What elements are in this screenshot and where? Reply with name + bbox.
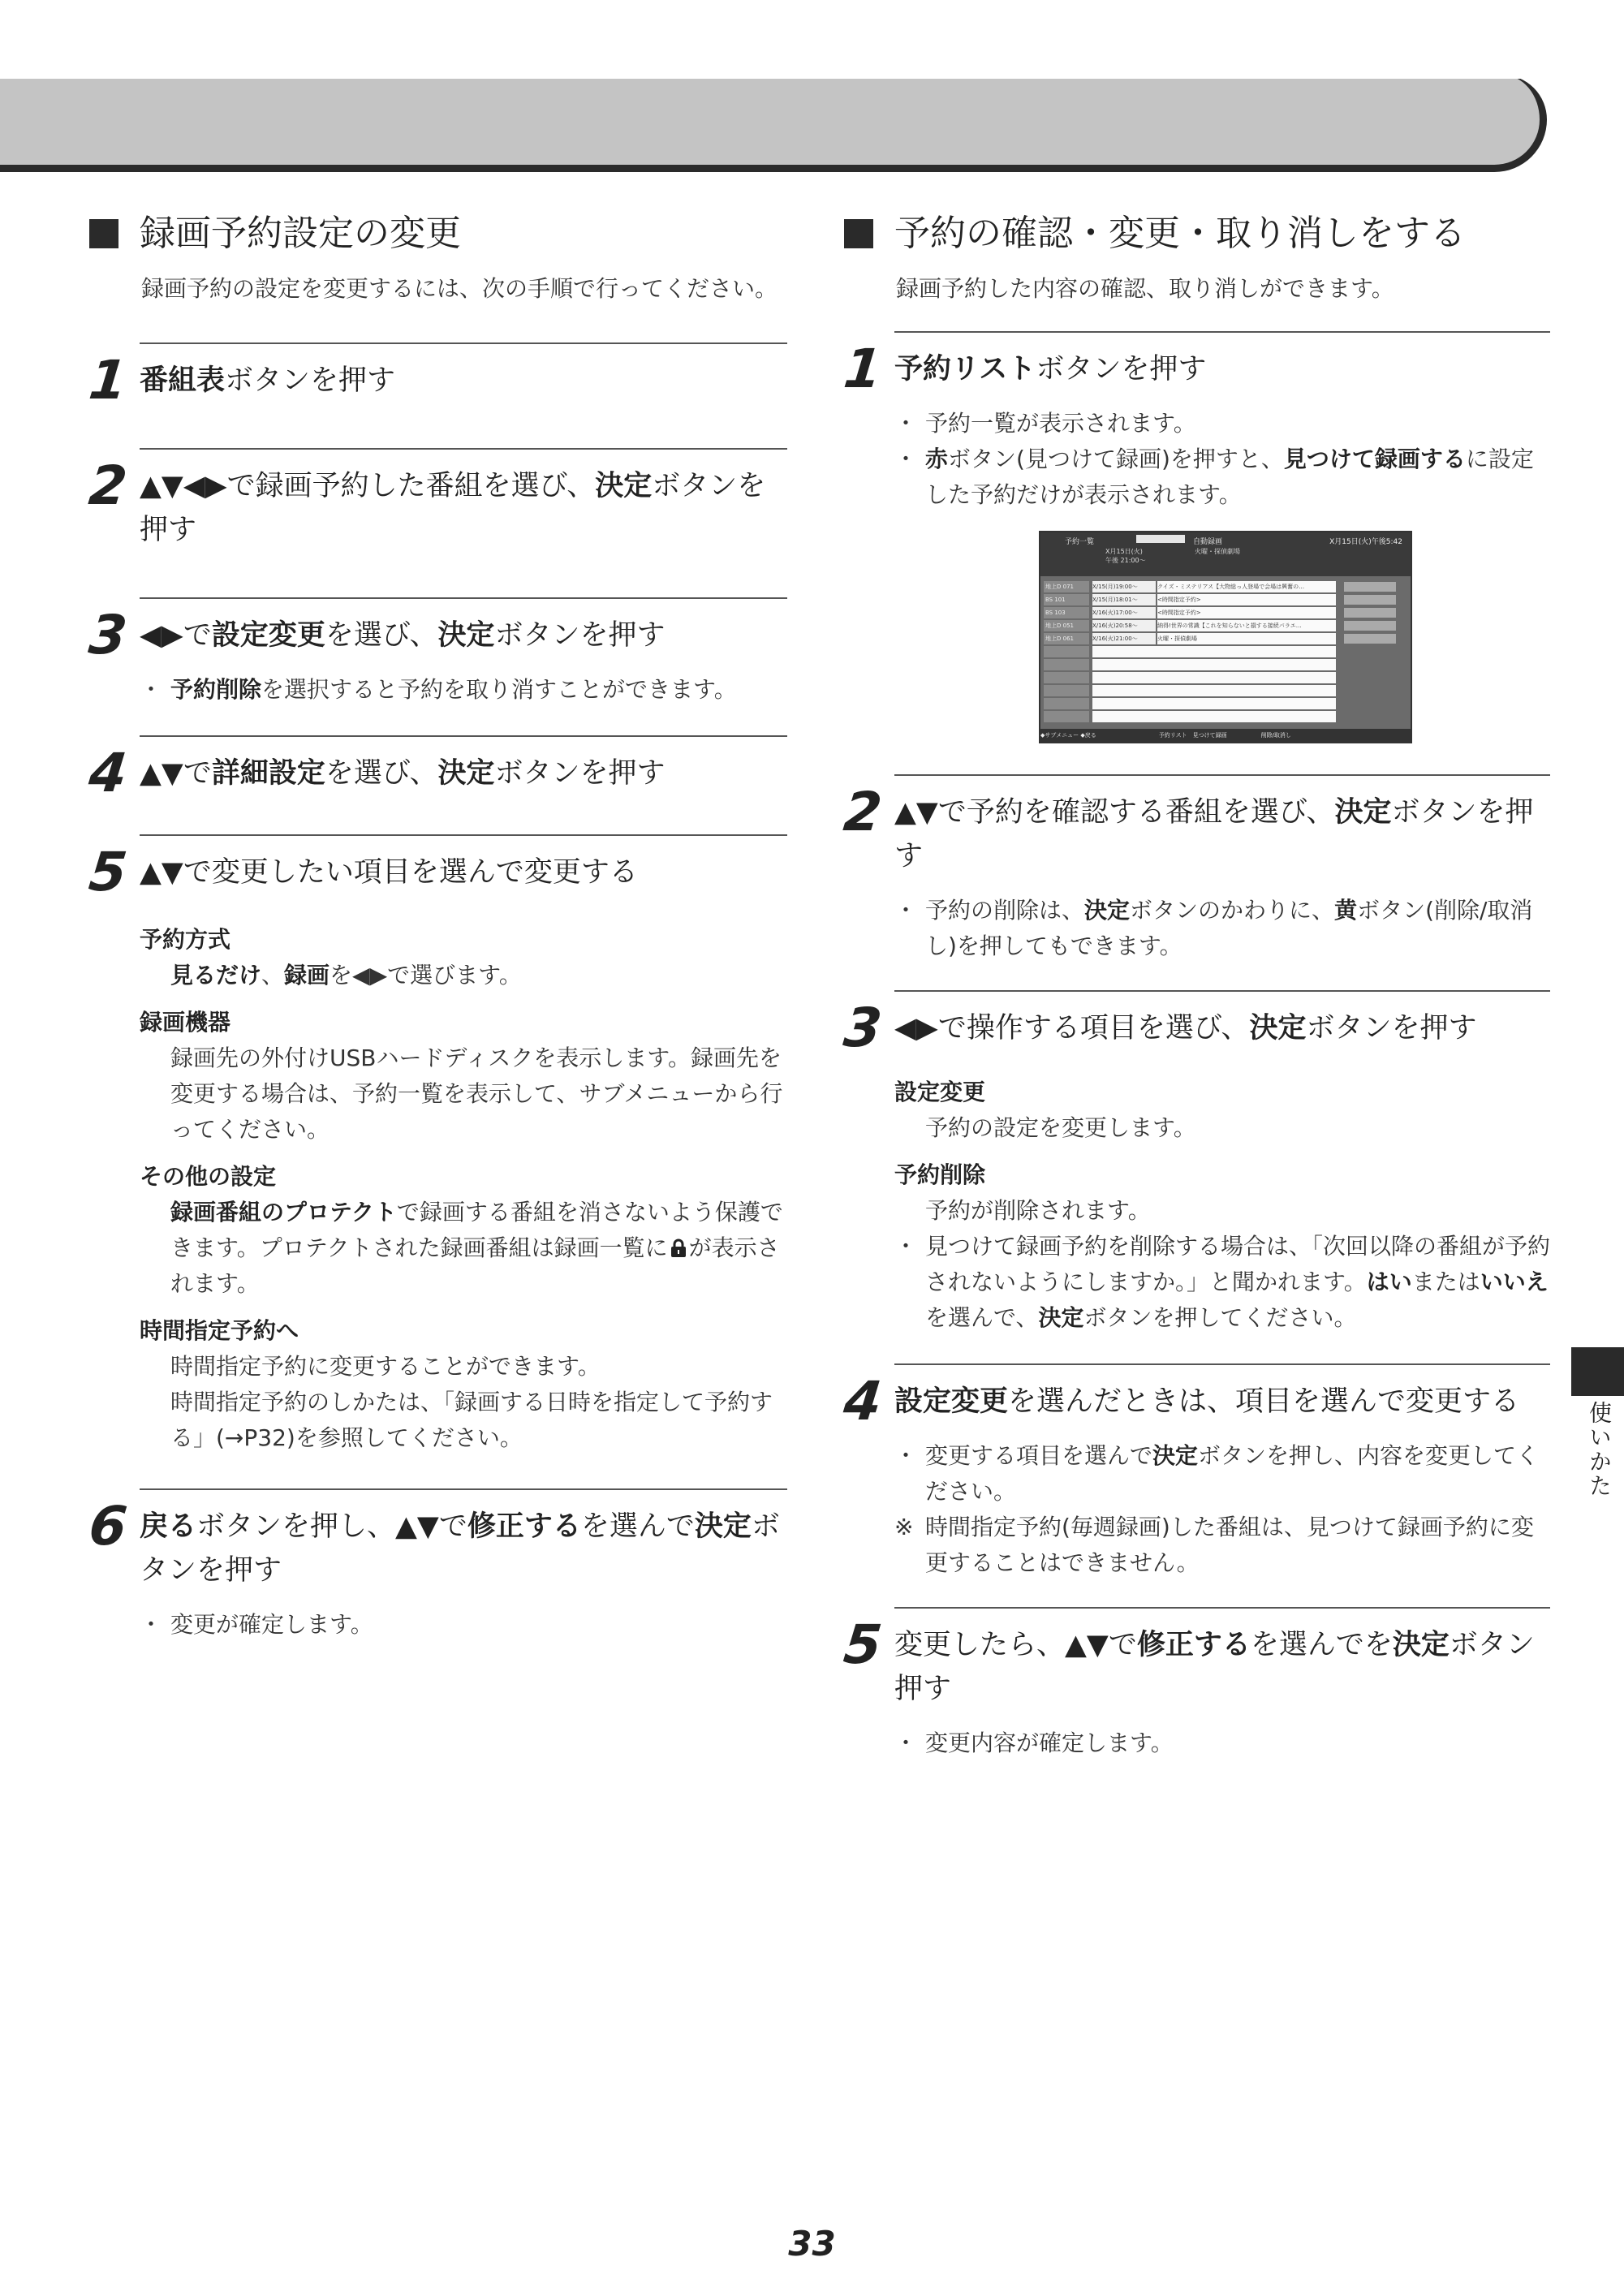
screen-clock: X月15日(火)午後5:42	[1329, 538, 1402, 546]
step-1	[86, 342, 787, 411]
screen-row-empty	[1044, 659, 1409, 670]
page-number: 33	[788, 2224, 836, 2264]
step-notes	[894, 1229, 1550, 1336]
step-instruction: 予約リストボタンを押す	[894, 353, 1207, 386]
note-item: ・ 変更する項目を選んで決定ボタンを押し、内容を変更してください。	[894, 1438, 1550, 1510]
screen-row-empty	[1044, 685, 1409, 696]
operation-heading: 予約削除	[894, 1161, 986, 1188]
step-notes	[140, 672, 787, 708]
step-3	[86, 597, 787, 708]
step-instruction: ◀▶で操作する項目を選び、決定ボタンを押す	[894, 1012, 1477, 1045]
section-description: 録画予約の設定を変更するには、次の手順で行ってください。	[141, 275, 778, 302]
screen-selected-date: X月15日(火) 午後 21:00～	[1105, 548, 1146, 564]
step-instruction: ▲▼で詳細設定を選び、決定ボタンを押す	[140, 757, 666, 790]
step-4	[86, 735, 787, 804]
step-number: 5	[841, 1613, 885, 1676]
step-5	[86, 834, 787, 1456]
screen-row-empty	[1044, 711, 1409, 722]
step-number: 1	[841, 338, 885, 400]
screen-title: 予約一覧	[1065, 538, 1095, 546]
step-instruction: ▲▼◀▶で録画予約した番組を選び、決定ボタンを押す	[140, 470, 766, 546]
square-bullet-icon	[844, 219, 873, 248]
note-item: ・ 予約削除を選択すると予約を取り消すことができます。	[140, 672, 787, 708]
note-item: ・ 予約一覧が表示されます。	[894, 406, 1550, 442]
step-4	[841, 1363, 1550, 1581]
step-5	[841, 1607, 1550, 1761]
step-1	[841, 331, 1550, 743]
left-column	[86, 209, 787, 1643]
chapter-tab	[1571, 1347, 1624, 1396]
note-item: ・ 予約の削除は、決定ボタンのかわりに、黄ボタン(削除/取消し)を押してもできます。	[894, 893, 1550, 964]
setting-body: 見るだけ、録画を◀▶で選びます。	[170, 962, 522, 989]
step-instruction: 設定変更を選んだときは、項目を選んで変更する	[894, 1385, 1520, 1418]
screen-row: BS 103 X/16(火)17:00～ <時間指定予約>	[1044, 607, 1409, 618]
section-description: 録画予約した内容の確認、取り消しができます。	[896, 275, 1394, 302]
step-notes	[894, 406, 1550, 513]
screen-row-empty	[1044, 646, 1409, 657]
step-3	[841, 990, 1551, 1336]
operation-details	[894, 1075, 1550, 1229]
screen-footer: ◆サブメニュー ◆戻る 予約リスト 見つけて録画 削除/取消し	[1040, 729, 1411, 742]
step-notes	[894, 893, 1550, 964]
screen-row: 地上D 061 X/16(火)21:00～ 火曜・探偵劇場	[1044, 633, 1409, 644]
step-notes	[894, 1438, 1550, 1581]
step-number: 5	[86, 841, 131, 903]
step-instruction: 戻るボタンを押し、▲▼で修正するを選んで決定ボタンを押す	[140, 1510, 780, 1587]
setting-body: 時間指定予約のしかたは、「録画する日時を指定して予約する」(→P32)を参照してください。	[170, 1389, 773, 1451]
setting-heading: 録画機器	[140, 1009, 231, 1036]
step-2	[841, 774, 1550, 964]
setting-body: 録画先の外付けUSBハードディスクを表示します。録画先を変更する場合は、予約一覧を表示して、サブメニューから行ってください。	[170, 1045, 783, 1143]
step-notes	[894, 1725, 1550, 1761]
header-band	[0, 75, 1547, 172]
step-instruction: ▲▼で変更したい項目を選んで変更する	[140, 856, 638, 889]
step-number: 4	[86, 742, 131, 804]
screen-row: 地上D 051 X/16(火)20:58～ 納得!世界の常識【これを知らないと損する接続パラエ…	[1044, 620, 1409, 631]
step-number: 6	[86, 1495, 131, 1557]
note-item: ・ 変更内容が確定します。	[894, 1725, 1550, 1761]
step-number: 3	[841, 997, 885, 1059]
section-title	[89, 209, 787, 258]
setting-body: 録画番組のプロテクトで録画する番組を消さないよう保護できます。プロテクトされた録画番組は録画一覧に が表示されます。	[170, 1199, 783, 1297]
step-2	[86, 448, 787, 552]
step-instruction: ◀▶で設定変更を選び、決定ボタンを押す	[140, 619, 666, 652]
step-number: 2	[86, 454, 131, 517]
step-number: 4	[841, 1370, 885, 1432]
step-instruction: 番組表ボタンを押す	[140, 364, 396, 397]
screen-row: 地上D 071 X/15(月)19:00～ クイズ・ミステリアス【大物総っ人登場で会場は興奮の…	[1044, 581, 1409, 592]
note-item: ・ 赤ボタン(見つけて録画)を押すと、見つけて録画するに設定した予約だけが表示されます。	[894, 442, 1550, 513]
section-title-text: 録画予約設定の変更	[140, 213, 461, 254]
operation-heading: 設定変更	[894, 1079, 986, 1105]
setting-heading: 時間指定予約へ	[140, 1317, 299, 1344]
step-instruction: ▲▼で予約を確認する番組を選び、決定ボタンを押す	[894, 796, 1534, 872]
screen-header	[1040, 532, 1411, 576]
screen-selected-program: 火曜・探偵劇場	[1195, 548, 1240, 555]
screen-row-empty	[1044, 672, 1409, 683]
screen-row-empty	[1044, 698, 1409, 709]
step-number: 1	[86, 349, 131, 411]
square-bullet-icon	[89, 219, 118, 248]
setting-heading: その他の設定	[140, 1163, 277, 1190]
caution-item: ※ 時間指定予約(毎週録画)した番組は、見つけて録画予約に変更することはできません。	[894, 1510, 1550, 1581]
lock-icon	[670, 1238, 687, 1258]
operation-body: 予約の設定を変更します。	[925, 1114, 1196, 1141]
note-item: ・ 見つけて録画予約を削除する場合は、「次回以降の番組が予約されないようにしますか。」と聞かれます。はいまたはいいえを選んで、決定ボタンを押してください。	[894, 1229, 1550, 1336]
screen-tab: 自動録画	[1193, 538, 1223, 546]
step-instruction: 変更したら、▲▼で修正するを選んでを決定ボタン押す	[894, 1629, 1535, 1705]
setting-details	[140, 922, 787, 1456]
step-notes	[140, 1607, 787, 1643]
section-title-text: 予約の確認・変更・取り消しをする	[894, 213, 1466, 254]
setting-heading: 予約方式	[140, 926, 231, 953]
section-title	[844, 209, 1550, 258]
screen-active-tab	[1136, 535, 1185, 543]
operation-body: 予約が削除されます。	[925, 1197, 1151, 1224]
right-column	[841, 209, 1551, 1761]
step-number: 2	[841, 781, 885, 843]
screen-row: BS 101 X/15(月)18:01～ <時間指定予約>	[1044, 594, 1409, 605]
step-6	[86, 1488, 787, 1643]
step-number: 3	[86, 604, 131, 666]
reservation-list-screenshot	[1039, 531, 1412, 743]
chapter-tab-label: 使いかた	[1586, 1401, 1613, 1498]
setting-body: 時間指定予約に変更することができます。	[170, 1353, 601, 1380]
note-item: ・ 変更が確定します。	[140, 1607, 787, 1643]
